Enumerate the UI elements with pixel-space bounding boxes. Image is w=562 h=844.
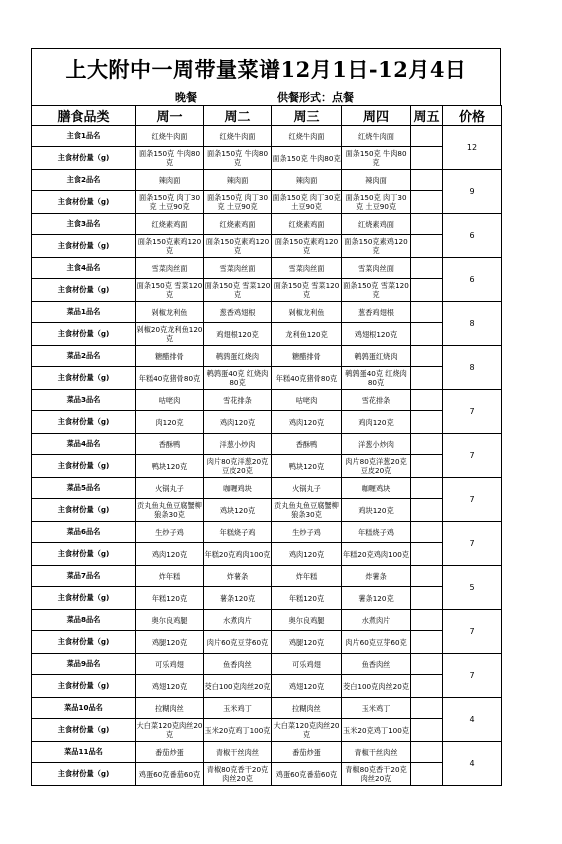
dish-name-row [32,434,502,455]
wednesday-cell: 面条150克 雪菜120克 [272,279,342,302]
monday-cell: 拉糊肉丝 [136,698,204,719]
wednesday-cell: 红烧素鸡面 [272,214,342,235]
wednesday-cell: 香酥鸭 [272,434,342,455]
monday-cell: 贡丸鱼丸鱼豆腐蟹柳狼条30克 [136,499,204,522]
tuesday-cell: 炸薯条 [204,566,272,587]
price-cell: 9 [443,170,502,214]
tuesday-cell: 水煮肉片 [204,610,272,631]
thursday-cell: 雪花排条 [342,390,411,411]
tuesday-cell: 面条150克 雪菜120克 [204,279,272,302]
price-cell: 5 [443,566,502,610]
friday-cell [411,566,443,587]
tuesday-cell: 红烧牛肉面 [204,126,272,147]
wednesday-cell: 咕咾肉 [272,390,342,411]
monday-cell: 鸡蛋60克番茄60克 [136,763,204,786]
monday-cell: 鸡肉120克 [136,543,204,566]
friday-cell [411,126,443,147]
header-friday: 周五 [411,106,443,126]
wednesday-cell: 奥尔良鸡腿 [272,610,342,631]
friday-cell [411,235,443,258]
friday-cell [411,170,443,191]
tuesday-cell: 鹌鹑蛋红烧肉 [204,346,272,367]
friday-cell [411,610,443,631]
category-cell: 主食3品名 [32,214,136,235]
tuesday-cell: 鹌鹑蛋40克 红烧肉80克 [204,367,272,390]
header-category: 膳食品类 [32,106,136,126]
category-cell: 菜品4品名 [32,434,136,455]
wednesday-cell: 大白菜120克肉丝20克 [272,719,342,742]
tuesday-cell: 玉米鸡丁 [204,698,272,719]
category-cell: 主食材份量（g) [32,279,136,302]
thursday-cell: 鹌鹑蛋红烧肉 [342,346,411,367]
wednesday-cell: 糖醋排骨 [272,346,342,367]
ingredient-amount-row [32,367,502,390]
monday-cell: 鸡腿120克 [136,631,204,654]
category-cell: 菜品1品名 [32,302,136,323]
monday-cell: 红烧牛肉面 [136,126,204,147]
monday-cell: 可乐鸡翅 [136,654,204,675]
category-cell: 主食材份量（g) [32,587,136,610]
dish-name-row [32,346,502,367]
thursday-cell: 鸡块120克 [342,499,411,522]
tuesday-cell: 年糕烧子鸡 [204,522,272,543]
ingredient-amount-row [32,719,502,742]
monday-cell: 剁椒20克龙利鱼120克 [136,323,204,346]
thursday-cell: 茭白100克肉丝20克 [342,675,411,698]
wednesday-cell: 鸡蛋60克番茄60克 [272,763,342,786]
monday-cell: 雪菜肉丝面 [136,258,204,279]
thursday-cell: 雪菜肉丝面 [342,258,411,279]
ingredient-amount-row [32,587,502,610]
dish-name-row [32,522,502,543]
thursday-cell: 鸡翅根120克 [342,323,411,346]
menu-sheet [31,48,501,786]
wednesday-cell: 生炒子鸡 [272,522,342,543]
friday-cell [411,654,443,675]
thursday-cell: 薯条120克 [342,587,411,610]
category-cell: 菜品5品名 [32,478,136,499]
thursday-cell: 青椒干丝肉丝 [342,742,411,763]
monday-cell: 红烧素鸡面 [136,214,204,235]
friday-cell [411,390,443,411]
category-cell: 主食材份量（g) [32,631,136,654]
header-wednesday: 周三 [272,106,342,126]
ingredient-amount-row [32,499,502,522]
thursday-cell: 洋葱小炒肉 [342,434,411,455]
ingredient-amount-row [32,763,502,786]
dish-name-row [32,390,502,411]
header-price: 价格 [443,106,502,126]
tuesday-cell: 面条150克 肉丁30克 土豆90克 [204,191,272,214]
monday-cell: 面条150克 肉丁30克 土豆90克 [136,191,204,214]
category-cell: 主食材份量（g) [32,411,136,434]
thursday-cell: 面条150克 肉丁30克 土豆90克 [342,191,411,214]
thursday-cell: 鸡肉120克 [342,411,411,434]
thursday-cell: 咖喱鸡块 [342,478,411,499]
wednesday-cell: 火锅丸子 [272,478,342,499]
wednesday-cell: 鸡肉120克 [272,411,342,434]
friday-cell [411,543,443,566]
wednesday-cell: 鸡翅120克 [272,675,342,698]
friday-cell [411,147,443,170]
tuesday-cell: 年糕20克鸡肉100克 [204,543,272,566]
tuesday-cell: 面条150克 牛肉80克 [204,147,272,170]
friday-cell [411,214,443,235]
wednesday-cell: 辣肉面 [272,170,342,191]
price-cell: 4 [443,698,502,742]
friday-cell [411,763,443,786]
monday-cell: 炸年糕 [136,566,204,587]
monday-cell: 火锅丸子 [136,478,204,499]
friday-cell [411,698,443,719]
friday-cell [411,411,443,434]
subtitle-bar [31,88,501,105]
price-cell: 4 [443,742,502,786]
thursday-cell: 玉米鸡丁 [342,698,411,719]
header-tuesday: 周二 [204,106,272,126]
category-cell: 主食4品名 [32,258,136,279]
wednesday-cell: 鸡肉120克 [272,543,342,566]
thursday-cell: 炸薯条 [342,566,411,587]
tuesday-cell: 茭白100克肉丝20克 [204,675,272,698]
dish-name-row [32,478,502,499]
monday-cell: 香酥鸭 [136,434,204,455]
dish-name-row [32,698,502,719]
wednesday-cell: 面条150克 肉丁30克 土豆90克 [272,191,342,214]
category-cell: 主食材份量（g) [32,763,136,786]
category-cell: 主食2品名 [32,170,136,191]
category-cell: 主食1品名 [32,126,136,147]
friday-cell [411,478,443,499]
ingredient-amount-row [32,455,502,478]
monday-cell: 番茄炒蛋 [136,742,204,763]
tuesday-cell: 鸡翅根120克 [204,323,272,346]
wednesday-cell: 面条150克 牛肉80克 [272,147,342,170]
thursday-cell: 鱼香肉丝 [342,654,411,675]
tuesday-cell: 鸡肉120克 [204,411,272,434]
price-cell: 7 [443,654,502,698]
menu-table [31,105,502,786]
dish-name-row [32,302,502,323]
monday-cell: 年糕120克 [136,587,204,610]
price-cell: 12 [443,126,502,170]
friday-cell [411,323,443,346]
dish-name-row [32,566,502,587]
wednesday-cell: 炸年糕 [272,566,342,587]
category-cell: 主食材份量（g) [32,235,136,258]
tuesday-cell: 鸡块120克 [204,499,272,522]
monday-cell: 剁椒龙利鱼 [136,302,204,323]
menu-body [32,126,502,786]
monday-cell: 鸭块120克 [136,455,204,478]
dish-name-row [32,126,502,147]
friday-cell [411,302,443,323]
dish-name-row [32,610,502,631]
ingredient-amount-row [32,191,502,214]
wednesday-cell: 龙利鱼120克 [272,323,342,346]
tuesday-cell: 咖喱鸡块 [204,478,272,499]
ingredient-amount-row [32,543,502,566]
tuesday-cell: 薯条120克 [204,587,272,610]
ingredient-amount-row [32,147,502,170]
friday-cell [411,587,443,610]
monday-cell: 辣肉面 [136,170,204,191]
thursday-cell: 肉片60克豆芽60克 [342,631,411,654]
category-cell: 主食材份量（g) [32,543,136,566]
friday-cell [411,675,443,698]
thursday-cell: 年糕烧子鸡 [342,522,411,543]
thursday-cell: 鹌鹑蛋40克 红烧肉80克 [342,367,411,390]
price-cell: 8 [443,346,502,390]
tuesday-cell: 鱼香肉丝 [204,654,272,675]
thursday-cell: 葱香鸡翅根 [342,302,411,323]
tuesday-cell: 葱香鸡翅根 [204,302,272,323]
friday-cell [411,346,443,367]
price-cell: 6 [443,258,502,302]
wednesday-cell: 面条150克素鸡120克 [272,235,342,258]
thursday-cell: 红烧牛肉面 [342,126,411,147]
monday-cell: 肉120克 [136,411,204,434]
wednesday-cell: 年糕40克猪骨80克 [272,367,342,390]
friday-cell [411,742,443,763]
friday-cell [411,258,443,279]
monday-cell: 鸡翅120克 [136,675,204,698]
tuesday-cell: 面条150克素鸡120克 [204,235,272,258]
monday-cell: 面条150克 牛肉80克 [136,147,204,170]
thursday-cell: 红烧素鸡面 [342,214,411,235]
category-cell: 菜品10品名 [32,698,136,719]
tuesday-cell: 青椒干丝肉丝 [204,742,272,763]
dish-name-row [32,214,502,235]
tuesday-cell: 青椒80克香干20克肉丝20克 [204,763,272,786]
wednesday-cell: 红烧牛肉面 [272,126,342,147]
thursday-cell: 面条150克 雪菜120克 [342,279,411,302]
price-cell: 6 [443,214,502,258]
meal-label: 晚餐 [175,91,197,104]
friday-cell [411,455,443,478]
tuesday-cell: 红烧素鸡面 [204,214,272,235]
wednesday-cell: 雪菜肉丝面 [272,258,342,279]
category-cell: 菜品9品名 [32,654,136,675]
monday-cell: 大白菜120克肉丝20克 [136,719,204,742]
tuesday-cell: 肉片60克豆芽60克 [204,631,272,654]
tuesday-cell: 雪菜肉丝面 [204,258,272,279]
header-row [32,106,502,126]
wednesday-cell: 鸡腿120克 [272,631,342,654]
wednesday-cell: 拉糊肉丝 [272,698,342,719]
category-cell: 菜品3品名 [32,390,136,411]
category-cell: 菜品7品名 [32,566,136,587]
category-cell: 主食材份量（g) [32,719,136,742]
page-title: 上大附中一周带量菜谱12月1日-12月4日 [31,48,501,88]
monday-cell: 奥尔良鸡腿 [136,610,204,631]
dish-name-row [32,654,502,675]
thursday-cell: 肉片80克洋葱20克豆皮20克 [342,455,411,478]
wednesday-cell: 年糕120克 [272,587,342,610]
thursday-cell: 青椒80克香干20克肉丝20克 [342,763,411,786]
category-cell: 主食材份量（g) [32,367,136,390]
category-cell: 菜品11品名 [32,742,136,763]
thursday-cell: 面条150克素鸡120克 [342,235,411,258]
dish-name-row [32,742,502,763]
category-cell: 主食材份量（g) [32,499,136,522]
price-cell: 7 [443,434,502,478]
category-cell: 菜品8品名 [32,610,136,631]
category-cell: 菜品6品名 [32,522,136,543]
friday-cell [411,191,443,214]
tuesday-cell: 洋葱小炒肉 [204,434,272,455]
thursday-cell: 面条150克 牛肉80克 [342,147,411,170]
wednesday-cell: 可乐鸡翅 [272,654,342,675]
thursday-cell: 辣肉面 [342,170,411,191]
header-monday: 周一 [136,106,204,126]
tuesday-cell: 雪花排条 [204,390,272,411]
category-cell: 主食材份量（g) [32,455,136,478]
ingredient-amount-row [32,411,502,434]
thursday-cell: 玉米20克鸡丁100克 [342,719,411,742]
category-cell: 菜品2品名 [32,346,136,367]
thursday-cell: 水煮肉片 [342,610,411,631]
tuesday-cell: 玉米20克鸡丁100克 [204,719,272,742]
friday-cell [411,434,443,455]
friday-cell [411,719,443,742]
friday-cell [411,522,443,543]
monday-cell: 生炒子鸡 [136,522,204,543]
price-cell: 7 [443,522,502,566]
monday-cell: 糖醋排骨 [136,346,204,367]
friday-cell [411,367,443,390]
tuesday-cell: 肉片80克洋葱20克豆皮20克 [204,455,272,478]
monday-cell: 面条150克素鸡120克 [136,235,204,258]
friday-cell [411,631,443,654]
wednesday-cell: 贡丸鱼丸鱼豆腐蟹柳狼条30克 [272,499,342,522]
wednesday-cell: 番茄炒蛋 [272,742,342,763]
category-cell: 主食材份量（g) [32,323,136,346]
ingredient-amount-row [32,675,502,698]
dish-name-row [32,170,502,191]
ingredient-amount-row [32,279,502,302]
tuesday-cell: 辣肉面 [204,170,272,191]
ingredient-amount-row [32,323,502,346]
wednesday-cell: 鸭块120克 [272,455,342,478]
category-cell: 主食材份量（g) [32,147,136,170]
service-form-label: 供餐形式：点餐 [277,91,354,104]
price-cell: 7 [443,478,502,522]
category-cell: 主食材份量（g) [32,675,136,698]
price-cell: 7 [443,390,502,434]
monday-cell: 年糕40克猪骨80克 [136,367,204,390]
friday-cell [411,499,443,522]
dish-name-row [32,258,502,279]
monday-cell: 面条150克 雪菜120克 [136,279,204,302]
thursday-cell: 年糕20克鸡肉100克 [342,543,411,566]
ingredient-amount-row [32,235,502,258]
price-cell: 7 [443,610,502,654]
category-cell: 主食材份量（g) [32,191,136,214]
header-thursday: 周四 [342,106,411,126]
monday-cell: 咕咾肉 [136,390,204,411]
price-cell: 8 [443,302,502,346]
ingredient-amount-row [32,631,502,654]
wednesday-cell: 剁椒龙利鱼 [272,302,342,323]
friday-cell [411,279,443,302]
